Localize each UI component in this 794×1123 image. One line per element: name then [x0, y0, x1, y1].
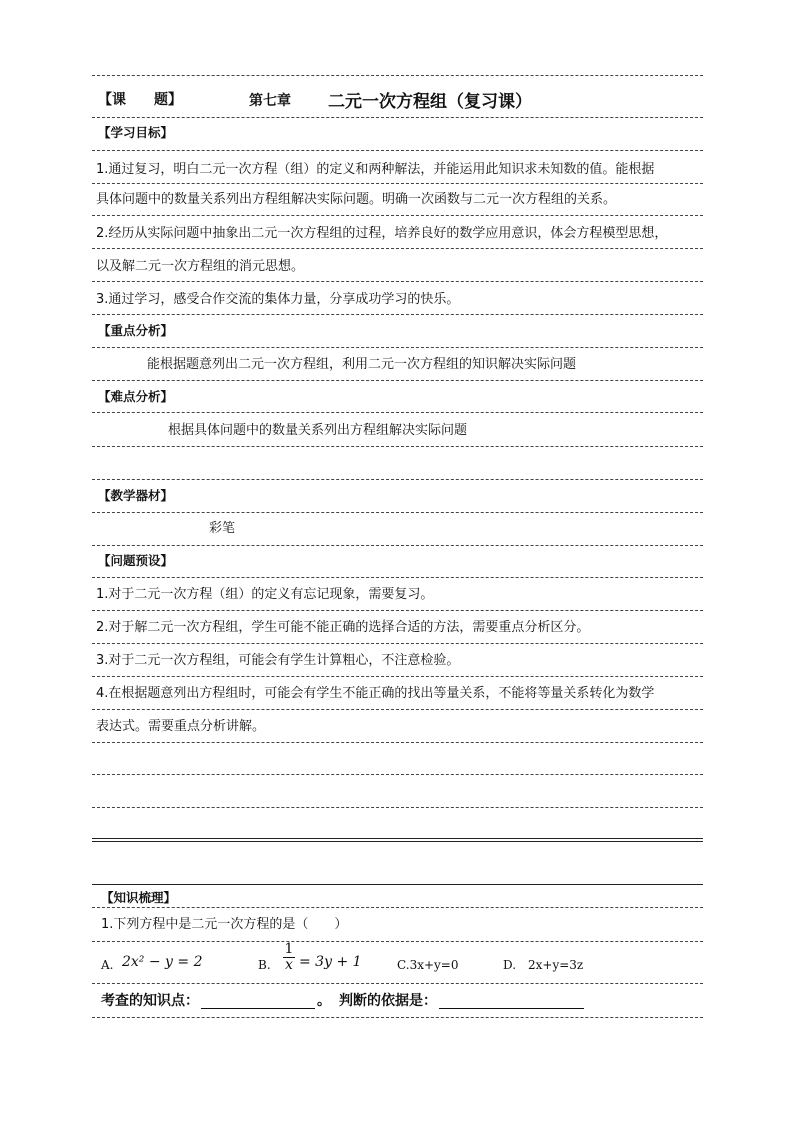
knowledge-point-label: 考查的知识点： — [101, 993, 199, 1009]
difficulties-text: 根据具体问题中的数量关系列出方程组解决实际问题 — [168, 423, 468, 438]
section-heading-knowledge: 【知识梳理】 — [101, 890, 177, 905]
question-1: 1.下列方程中是二元一次方程的是（ ） — [101, 917, 348, 932]
rule — [92, 807, 703, 808]
rule — [92, 643, 703, 644]
rule — [92, 248, 703, 249]
problem-4: 4.在根据题意列出方程组时，可能会有学生不能正确的找出等量关系，不能将等量关系转化为数学 — [96, 686, 655, 701]
section-heading-problems: 【问题预设】 — [98, 553, 174, 568]
objective-1-cont: 具体问题中的数量关系列出方程组解决实际问题。明确一次函数与二元一次方程组的关系。 — [96, 192, 617, 207]
rule — [92, 907, 703, 908]
rule — [92, 380, 703, 381]
problem-1: 1.对于二元一次方程（组）的定义有忘记现象，需要复习。 — [96, 587, 434, 602]
rule — [92, 742, 703, 743]
rule — [92, 676, 703, 677]
materials-text: 彩笔 — [209, 521, 236, 536]
rule — [92, 347, 703, 348]
rule — [92, 1017, 703, 1018]
objective-2: 2.经历从实际问题中抽象出二元一次方程组的过程，培养良好的数学应用意识，体会方程模型思想， — [96, 226, 668, 241]
objective-3: 3.通过学习，感受合作交流的集体力量，分享成功学习的快乐。 — [96, 292, 460, 307]
section-heading-materials: 【教学器材】 — [98, 488, 174, 503]
section-heading-objectives: 【学习目标】 — [98, 125, 174, 140]
rule — [92, 512, 703, 513]
rule — [92, 117, 703, 118]
rule — [92, 183, 703, 184]
rule — [92, 545, 703, 546]
option-a-expression: 2x² − y = 2 — [122, 954, 203, 970]
option-b-expression: = 3y + 1 — [299, 954, 362, 970]
fraction-denominator: x — [285, 957, 293, 973]
rule — [92, 983, 703, 984]
rule — [92, 446, 703, 447]
double-rule-bottom — [92, 841, 703, 842]
rule — [92, 774, 703, 775]
option-c: C.3x+y=0 — [397, 958, 459, 972]
rule — [92, 709, 703, 710]
rule — [92, 150, 703, 151]
section-heading-key-points: 【重点分析】 — [98, 323, 174, 338]
section-rule — [92, 884, 703, 885]
key-points-text: 能根据题意列出二元一次方程组，利用二元一次方程组的知识解决实际问题 — [147, 357, 577, 372]
basis-blank[interactable] — [439, 993, 584, 1009]
rule — [92, 281, 703, 282]
knowledge-point-blank[interactable] — [201, 993, 315, 1009]
fraction-numerator: 1 — [284, 941, 294, 957]
rule — [92, 215, 703, 216]
rule — [92, 75, 703, 76]
rule — [92, 412, 703, 413]
separator: 。 — [317, 993, 331, 1009]
chapter-label: 第七章 — [249, 93, 291, 109]
rule — [92, 479, 703, 480]
rule — [92, 941, 703, 942]
basis-label: 判断的依据是： — [339, 993, 437, 1009]
rule — [92, 314, 703, 315]
option-b-fraction — [282, 942, 296, 973]
double-rule-top — [92, 838, 703, 839]
option-b-label: B. — [258, 958, 271, 972]
lesson-label: 【课 题】 — [98, 92, 182, 108]
section-heading-difficulties: 【难点分析】 — [98, 389, 174, 404]
rule — [92, 610, 703, 611]
page-title: 二元一次方程组（复习课） — [328, 92, 532, 112]
option-a-label: A. — [101, 958, 114, 972]
objective-1: 1.通过复习，明白二元一次方程（组）的定义和两种解法，并能运用此知识求未知数的值。能根据 — [96, 162, 655, 177]
objective-2-cont: 以及解二元一次方程组的消元思想。 — [96, 259, 305, 274]
option-d: D. 2x+y=3z — [503, 958, 584, 972]
problem-4-cont: 表达式。需要重点分析讲解。 — [96, 719, 266, 734]
problem-2: 2.对于解二元一次方程组，学生可能不能正确的选择合适的方法，需要重点分析区分。 — [96, 620, 590, 635]
problem-3: 3.对于二元一次方程组，可能会有学生计算粗心，不注意检验。 — [96, 653, 460, 668]
rule — [92, 577, 703, 578]
